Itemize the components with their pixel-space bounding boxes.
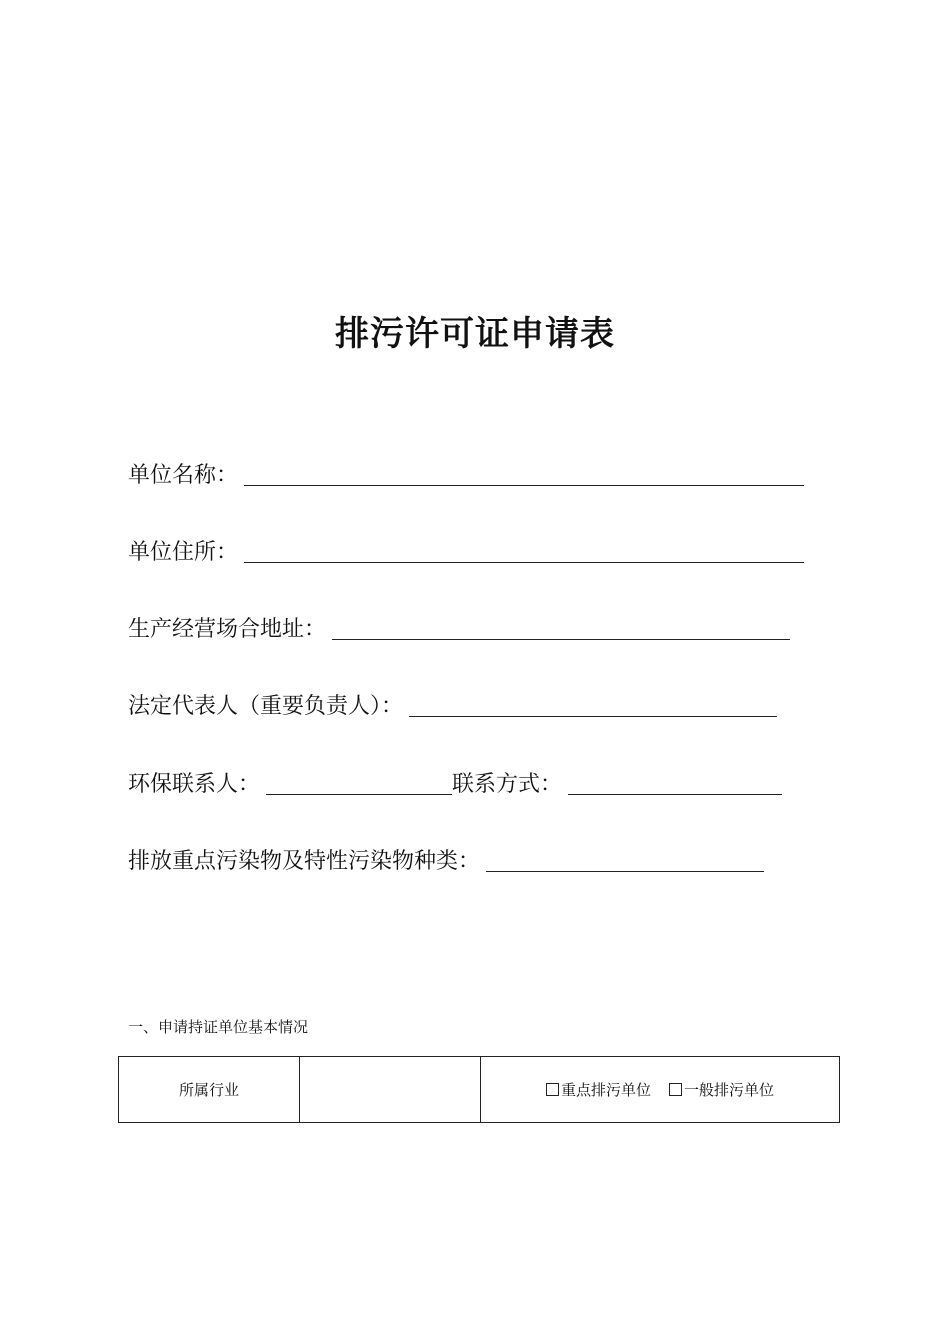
general-unit-checkbox[interactable] bbox=[669, 1083, 682, 1096]
field-env-contact-label: 环保联系人： bbox=[128, 772, 261, 797]
field-unit-name bbox=[128, 458, 804, 490]
field-contact-method-blank[interactable] bbox=[568, 794, 782, 795]
key-unit-checkbox[interactable] bbox=[546, 1083, 559, 1096]
field-env-contact-blank[interactable] bbox=[266, 794, 452, 795]
key-unit-option-label: 重点排污单位 bbox=[560, 1081, 651, 1099]
field-unit-name-blank[interactable] bbox=[244, 485, 804, 486]
general-unit-option-label: 一般排污单位 bbox=[684, 1081, 775, 1099]
pollutant-unit-type-cell bbox=[481, 1057, 840, 1123]
field-pollutant-types-label: 排放重点污染物及特性污染物种类： bbox=[128, 849, 481, 874]
field-unit-address bbox=[128, 535, 804, 567]
field-legal-representative-blank[interactable] bbox=[409, 716, 777, 717]
field-legal-representative-label: 法定代表人（重要负责人）： bbox=[128, 694, 404, 719]
document-title: 排污许可证申请表 bbox=[335, 314, 615, 354]
basic-info-table bbox=[118, 1056, 840, 1123]
field-env-contact bbox=[128, 767, 782, 799]
field-pollutant-types-blank[interactable] bbox=[486, 871, 764, 872]
field-unit-name-label: 单位名称： bbox=[128, 463, 239, 488]
field-site-address bbox=[128, 612, 790, 644]
field-pollutant-types bbox=[128, 844, 764, 876]
field-site-address-label: 生产经营场合地址： bbox=[128, 617, 327, 642]
industry-label-cell: 所属行业 bbox=[119, 1057, 300, 1123]
field-legal-representative bbox=[128, 689, 777, 721]
industry-value-cell[interactable] bbox=[300, 1057, 481, 1123]
field-site-address-blank[interactable] bbox=[332, 639, 790, 640]
table-row bbox=[119, 1057, 840, 1123]
field-contact-method-label: 联系方式： bbox=[452, 772, 563, 797]
field-unit-address-label: 单位住所： bbox=[128, 540, 239, 565]
field-unit-address-blank[interactable] bbox=[244, 562, 804, 563]
section-1-heading: 一、申请持证单位基本情况 bbox=[128, 1018, 309, 1036]
